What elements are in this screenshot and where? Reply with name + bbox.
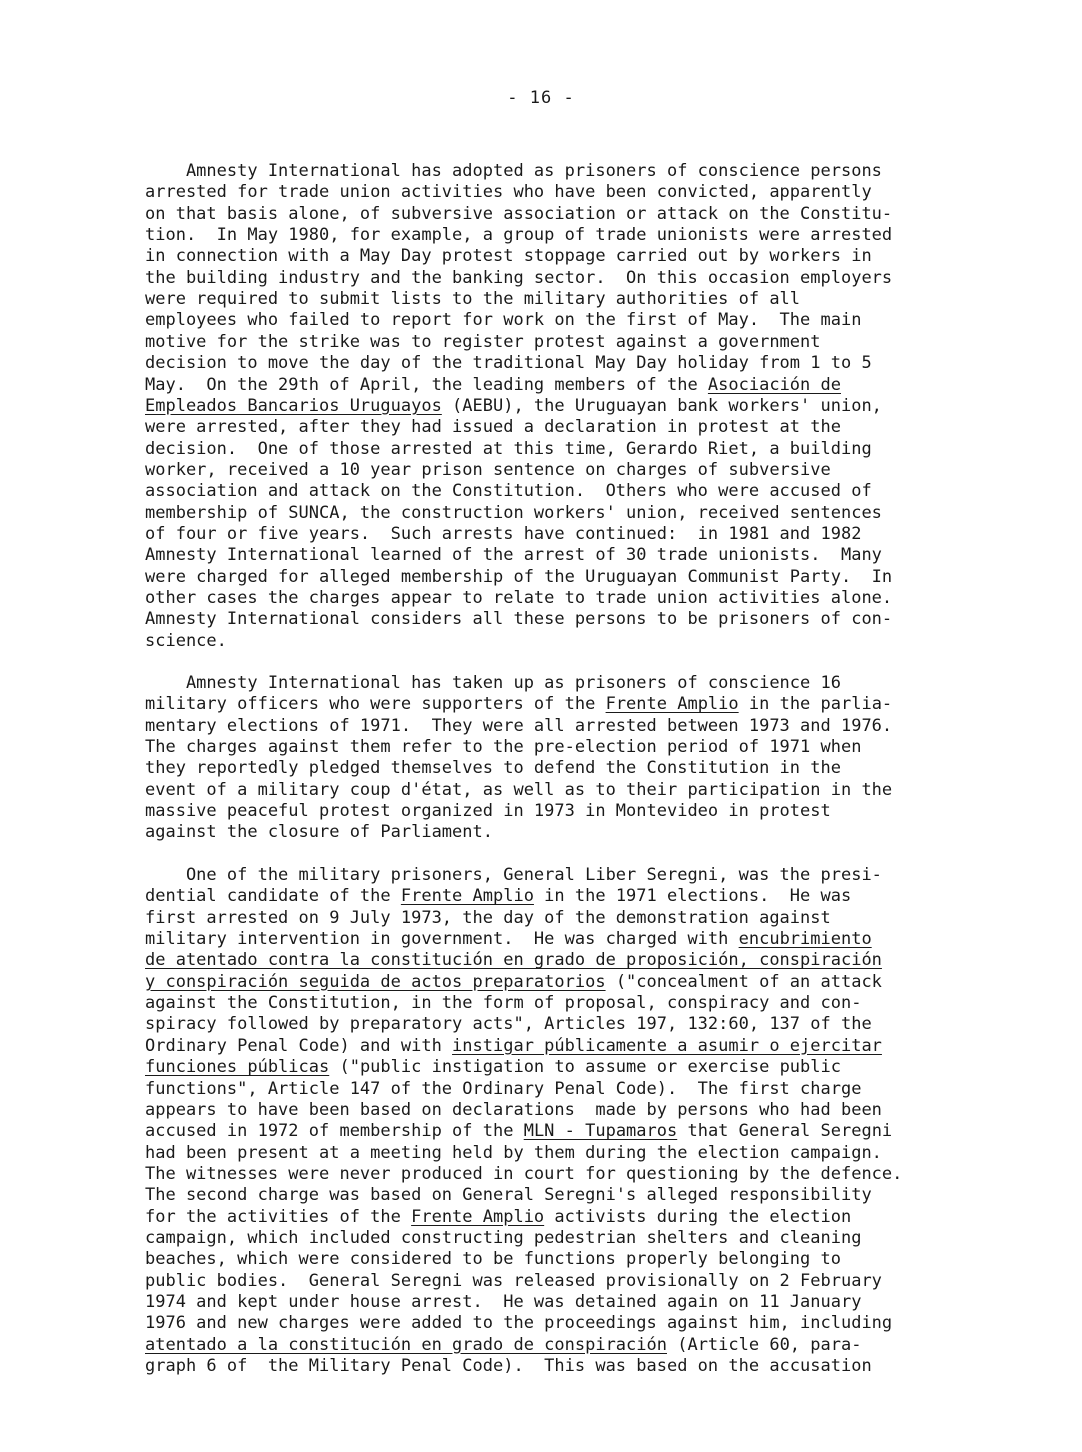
text-span: against the Constitution, in the form of proposal, conspiracy and con- bbox=[145, 993, 862, 1014]
text-line bbox=[145, 417, 841, 438]
text-line bbox=[145, 1100, 882, 1121]
text-line bbox=[145, 588, 892, 609]
text-span: Amnesty International learned of the arrest of 30 trade unionists. Many bbox=[145, 545, 882, 566]
text-span: of four or five years. Such arrests have continued: in 1981 and 1982 bbox=[145, 523, 862, 544]
text-line bbox=[145, 1207, 851, 1228]
text-span: dential candidate of the bbox=[145, 886, 401, 907]
text-line bbox=[145, 332, 821, 353]
text-span: 1974 and kept under house arrest. He was detained again on 11 January bbox=[145, 1292, 862, 1312]
text-span: Amnesty International has adopted as prisoners of conscience persons bbox=[145, 161, 882, 181]
underlined-term: Asociación de bbox=[707, 374, 841, 395]
text-span: were required to submit lists to the military authorities of all bbox=[145, 289, 801, 310]
text-span: worker, received a 10 year prison sentence on charges of subversive bbox=[145, 459, 831, 480]
text-line bbox=[145, 886, 851, 907]
text-line bbox=[145, 1121, 892, 1142]
text-line bbox=[145, 225, 892, 246]
underlined-term: instigar públicamente a asumir o ejercitar bbox=[452, 1035, 882, 1056]
text-span: they reportedly pledged themselves to defend the Constitution in the bbox=[145, 758, 841, 779]
text-span: The witnesses were never produced in court for questioning by the defence. bbox=[145, 1163, 903, 1184]
text-line bbox=[145, 737, 861, 758]
text-line bbox=[145, 481, 872, 502]
text-span: employees who failed to report for work on the first of May. The main bbox=[145, 310, 862, 331]
text-line bbox=[145, 1249, 841, 1270]
text-line bbox=[145, 758, 841, 779]
text-span: military officers who were supporters of the bbox=[145, 694, 606, 715]
text-line bbox=[145, 375, 841, 396]
text-line bbox=[145, 204, 892, 225]
text-span: science. bbox=[145, 630, 227, 651]
text-line bbox=[145, 1143, 882, 1164]
text-line bbox=[145, 1185, 872, 1206]
text-span: first arrested on 9 July 1973, the day of the demonstration against bbox=[145, 907, 831, 928]
text-line bbox=[145, 950, 882, 971]
text-span: Ordinary Penal Code) and with bbox=[145, 1035, 453, 1056]
text-line bbox=[145, 1313, 892, 1334]
text-line bbox=[145, 865, 882, 886]
text-span: 1976 and new charges were added to the proceedings against him, including bbox=[145, 1313, 893, 1334]
text-line bbox=[145, 780, 892, 801]
text-line bbox=[145, 545, 882, 566]
text-span: (AEBU), the Uruguayan bank workers' union, bbox=[441, 395, 882, 416]
text-line bbox=[145, 929, 872, 950]
underlined-term: atentado a la constitución en grado de conspiración bbox=[145, 1334, 667, 1355]
text-line bbox=[145, 503, 882, 524]
text-span: on that basis alone, of subversive association or attack on the Constitu- bbox=[145, 203, 893, 224]
text-line bbox=[145, 1164, 902, 1185]
text-span: One of the military prisoners, General Liber Seregni, was the presi- bbox=[145, 865, 882, 885]
text-span: May. On the 29th of April, the leading members of the bbox=[145, 374, 708, 395]
text-span: The charges against them refer to the pre-election period of 1971 when bbox=[145, 737, 862, 758]
text-span: massive peaceful protest organized in 1973 in Montevideo in protest bbox=[145, 801, 831, 822]
text-line bbox=[145, 908, 831, 929]
underlined-term: funciones públicas bbox=[145, 1057, 330, 1078]
text-line bbox=[145, 182, 872, 203]
text-span: Amnesty International considers all these persons to be prisoners of con- bbox=[145, 609, 893, 630]
text-span: activists during the election bbox=[544, 1206, 852, 1227]
text-span: military intervention in government. He was charged with bbox=[145, 929, 739, 950]
text-span: association and attack on the Constitution. Others who were accused of bbox=[145, 481, 872, 502]
text-span: in the 1971 elections. He was bbox=[533, 886, 852, 907]
text-span: tion. In May 1980, for example, a group of trade unionists were arrested bbox=[145, 225, 893, 246]
text-line bbox=[145, 1356, 872, 1377]
text-span: were arrested, after they had issued a declaration in protest at the bbox=[145, 417, 841, 438]
text-line bbox=[145, 1079, 861, 1100]
text-line bbox=[145, 1292, 861, 1313]
text-span: against the closure of Parliament. bbox=[145, 822, 493, 843]
text-span: had been present at a meeting held by them during the election campaign. bbox=[145, 1142, 882, 1163]
text-line bbox=[145, 268, 892, 289]
text-line bbox=[145, 310, 861, 331]
text-span: campaign, which included constructing pedestrian shelters and cleaning bbox=[145, 1227, 862, 1248]
text-line bbox=[145, 716, 892, 737]
underlined-term: encubrimiento bbox=[738, 929, 872, 950]
text-line bbox=[145, 1036, 882, 1057]
text-line bbox=[145, 1057, 841, 1078]
text-span: other cases the charges appear to relate to trade union activities alone. bbox=[145, 588, 893, 608]
text-line bbox=[145, 993, 861, 1014]
underlined-term: Frente Amplio bbox=[400, 886, 534, 907]
text-span: decision. One of those arrested at this time, Gerardo Riet, a building bbox=[145, 438, 872, 459]
text-line bbox=[145, 1014, 872, 1035]
text-line bbox=[145, 396, 882, 417]
text-line bbox=[145, 524, 861, 545]
text-span: ("concealment of an attack bbox=[605, 971, 882, 992]
text-line bbox=[145, 631, 227, 652]
text-span: event of a military coup d'état, as well as to their participation in the bbox=[145, 779, 893, 800]
text-span: the building industry and the banking sector. On this occasion employers bbox=[145, 267, 893, 288]
text-span: in connection with a May Day protest stoppage carried out by workers in bbox=[145, 246, 872, 267]
text-span: graph 6 of the Military Penal Code). This was based on the accusation bbox=[145, 1356, 872, 1377]
text-line bbox=[145, 567, 892, 588]
text-line bbox=[145, 439, 872, 460]
text-line bbox=[145, 694, 892, 715]
text-span: membership of SUNCA, the construction workers' union, received sentences bbox=[145, 502, 882, 523]
text-span: decision to move the day of the traditional May Day holiday from 1 to 5 bbox=[145, 353, 872, 374]
text-line bbox=[145, 289, 800, 310]
text-span: mentary elections of 1971. They were all arrested between 1973 and 1976. bbox=[145, 715, 893, 736]
text-line bbox=[145, 1228, 861, 1249]
text-line bbox=[145, 1271, 882, 1292]
text-span: The second charge was based on General Seregni's alleged responsibility bbox=[145, 1185, 872, 1206]
underlined-term: y conspiración seguida de actos preparatorios bbox=[145, 971, 606, 992]
text-line bbox=[145, 673, 841, 694]
text-span: appears to have been based on declarations made by persons who had been bbox=[145, 1099, 882, 1120]
underlined-term: Frente Amplio bbox=[605, 694, 739, 715]
text-span: spiracy followed by preparatory acts", Articles 197, 132:60, 137 of the bbox=[145, 1014, 872, 1035]
text-span: Amnesty International has taken up as prisoners of conscience 16 bbox=[145, 673, 841, 693]
text-span: public bodies. General Seregni was released provisionally on 2 February bbox=[145, 1270, 882, 1291]
text-line bbox=[145, 801, 831, 822]
text-line bbox=[145, 609, 892, 630]
text-span: accused in 1972 of membership of the bbox=[145, 1121, 524, 1142]
text-span: (Article 60, para- bbox=[666, 1334, 862, 1355]
text-span: for the activities of the bbox=[145, 1206, 412, 1227]
text-span: arrested for trade union activities who have been convicted, apparently bbox=[145, 182, 872, 203]
text-line bbox=[145, 353, 872, 374]
text-span: functions", Article 147 of the Ordinary Penal Code). The first charge bbox=[145, 1078, 862, 1099]
text-line bbox=[145, 460, 831, 481]
text-line bbox=[145, 161, 882, 182]
underlined-term: Frente Amplio bbox=[411, 1206, 545, 1227]
text-span: ("public instigation to assume or exercise public bbox=[329, 1057, 841, 1078]
text-line bbox=[145, 822, 493, 843]
text-line bbox=[145, 1335, 861, 1356]
text-span: beaches, which were considered to be functions properly belonging to bbox=[145, 1249, 841, 1270]
text-line bbox=[145, 972, 882, 993]
underlined-term: de atentado contra la constitución en grado de proposición, conspiración bbox=[145, 950, 882, 971]
underlined-term: MLN - Tupamaros bbox=[523, 1121, 678, 1142]
underlined-term: Empleados Bancarios Uruguayos bbox=[145, 395, 442, 416]
text-line bbox=[145, 246, 872, 267]
text-span: motive for the strike was to register protest against a government bbox=[145, 331, 821, 352]
text-span: were charged for alleged membership of the Uruguayan Communist Party. In bbox=[145, 566, 893, 587]
text-span: that General Seregni bbox=[677, 1121, 893, 1142]
text-span: in the parlia- bbox=[738, 694, 893, 715]
page-number: - 16 - bbox=[507, 88, 575, 108]
